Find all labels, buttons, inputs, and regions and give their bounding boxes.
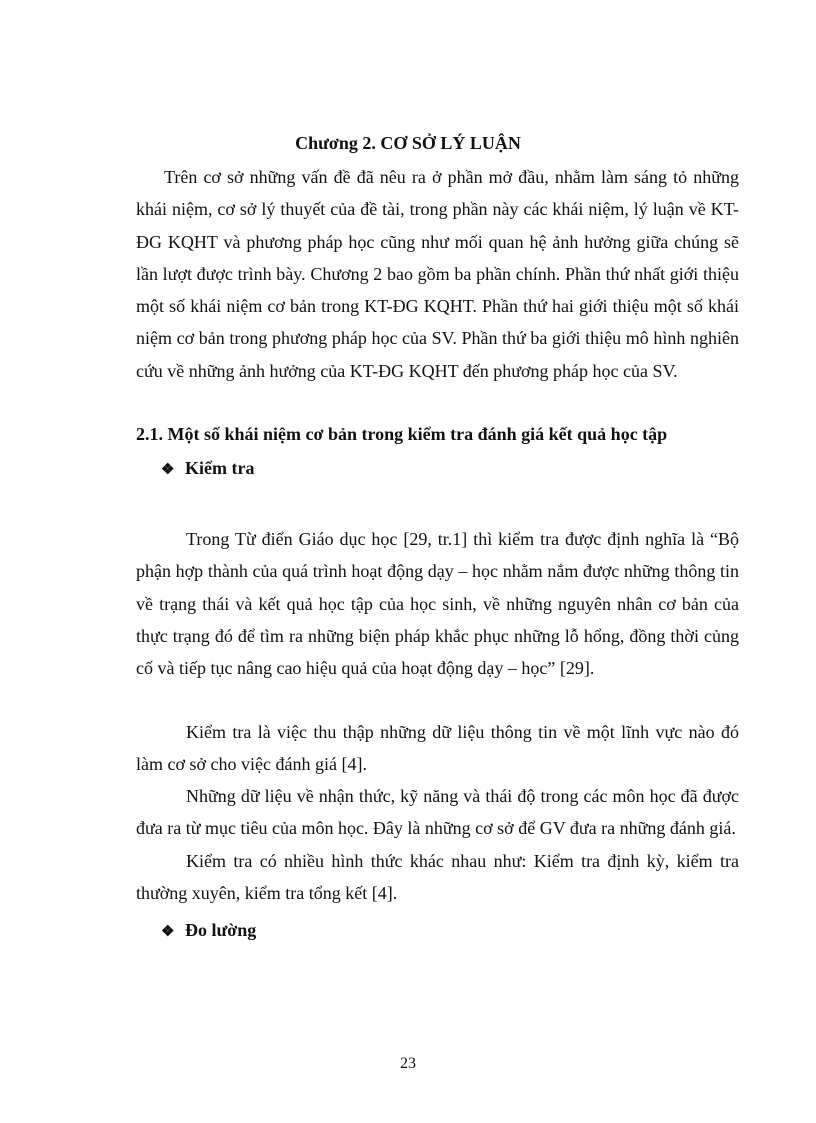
diamond-bullet-icon: ❖ bbox=[161, 924, 175, 940]
body-paragraph: Kiểm tra là việc thu thập những dữ liệu thông tin về một lĩnh vực nào đó làm cơ sở cho việc đánh giá [4]. bbox=[136, 722, 739, 775]
subheading-label: Đo lường bbox=[185, 920, 257, 940]
body-paragraph: Trong Từ điển Giáo dục học [29, tr.1] thì kiểm tra được định nghĩa là “Bộ phận hợp thành của quá trình hoạt động dạy – học nhằm nắm được những thông tin về trạng thái và kết quả học tập của học sinh, về những nguyên nhân cơ bản của thực trạng đó để tìm ra những biện pháp khắc phục những lỗ hổng, đồng thời củng cố và tiếp tục nâng cao hiệu quả của hoạt động dạy – học” [29]. bbox=[136, 529, 739, 679]
subheading-kiem-tra bbox=[161, 456, 254, 482]
body-paragraph: Kiểm tra có nhiều hình thức khác nhau như: Kiểm tra định kỳ, kiểm tra thường xuyên, kiểm tra tổng kết [4]. bbox=[136, 851, 739, 904]
section-heading: 2.1. Một số khái niệm cơ bản trong kiểm tra đánh giá kết quả học tập bbox=[136, 424, 668, 444]
intro-paragraph: Trên cơ sở những vấn đề đã nêu ra ở phần mở đầu, nhằm làm sáng tỏ những khái niệm, cơ sở lý thuyết của đề tài, trong phần này các khái niệm, lý luận về KT-ĐG KQHT và phương pháp học cũng như mối quan hệ ảnh hưởng giữa chúng sẽ lần lượt được trình bày. Chương 2 bao gồm ba phần chính. Phần thứ nhất giới thiệu một số khái niệm cơ bản trong KT-ĐG KQHT. Phần thứ hai giới thiệu một số khái niệm cơ bản trong phương pháp học của SV. Phần thứ ba giới thiệu mô hình nghiên cứu về những ảnh hưởng của KT-ĐG KQHT đến phương pháp học của SV. bbox=[136, 167, 739, 381]
diamond-bullet-icon: ❖ bbox=[161, 462, 175, 478]
subheading-label: Kiểm tra bbox=[185, 458, 255, 478]
page-number: 23 bbox=[400, 1055, 416, 1072]
body-paragraph: Những dữ liệu về nhận thức, kỹ năng và thái độ trong các môn học đã được đưa ra từ mục tiêu của môn học. Đây là những cơ sở để GV đưa ra những đánh giá. bbox=[136, 786, 739, 839]
subheading-do-luong bbox=[161, 918, 256, 944]
chapter-title: Chương 2. CƠ SỞ LÝ LUẬN bbox=[295, 133, 521, 153]
